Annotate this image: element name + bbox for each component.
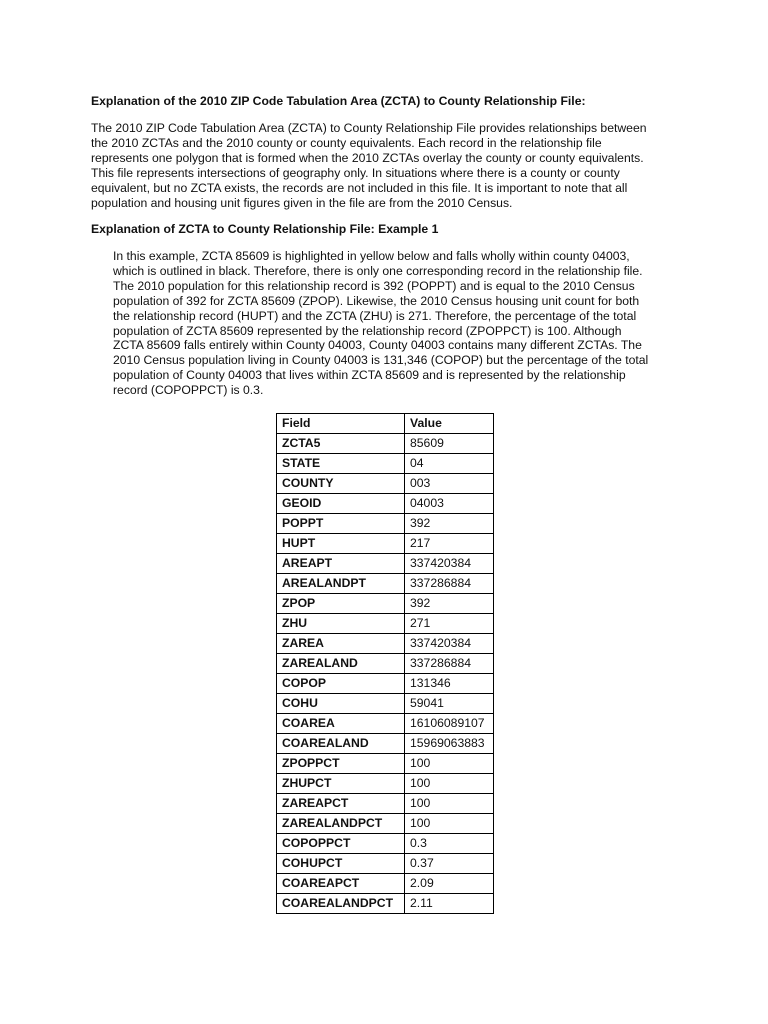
value-cell: 217 bbox=[405, 534, 494, 554]
table-row bbox=[277, 794, 494, 814]
field-column-header: Field bbox=[277, 414, 405, 434]
value-cell: 59041 bbox=[405, 694, 494, 714]
field-cell: ZAREAPCT bbox=[277, 794, 405, 814]
field-cell: COAREAPCT bbox=[277, 874, 405, 894]
field-cell: STATE bbox=[277, 454, 405, 474]
section-heading-example-1: Explanation of ZCTA to County Relationship File: Example 1 bbox=[91, 222, 439, 236]
value-cell: 04003 bbox=[405, 494, 494, 514]
value-cell: 0.37 bbox=[405, 854, 494, 874]
value-cell: 2.09 bbox=[405, 874, 494, 894]
field-cell: COAREALAND bbox=[277, 734, 405, 754]
table-row bbox=[277, 494, 494, 514]
example-paragraph bbox=[113, 249, 693, 398]
table-row bbox=[277, 514, 494, 534]
table-row bbox=[277, 874, 494, 894]
value-cell: 337286884 bbox=[405, 654, 494, 674]
value-cell: 04 bbox=[405, 454, 494, 474]
value-cell: 392 bbox=[405, 594, 494, 614]
table-row bbox=[277, 694, 494, 714]
field-cell: COHU bbox=[277, 694, 405, 714]
table-row bbox=[277, 834, 494, 854]
value-cell: 003 bbox=[405, 474, 494, 494]
intro-paragraph bbox=[91, 121, 691, 210]
value-column-header: Value bbox=[405, 414, 494, 434]
field-cell: ZHU bbox=[277, 614, 405, 634]
field-cell: COAREALANDPCT bbox=[277, 894, 405, 914]
relationship-record-table bbox=[276, 413, 494, 914]
value-cell: 16106089107 bbox=[405, 714, 494, 734]
field-cell: ZAREALAND bbox=[277, 654, 405, 674]
example-line: record (COPOPPCT) is 0.3. bbox=[113, 383, 264, 398]
field-cell: POPPT bbox=[277, 514, 405, 534]
table-row bbox=[277, 554, 494, 574]
value-cell: 100 bbox=[405, 794, 494, 814]
example-line: population of County 04003 that lives within ZCTA 85609 and is represented by the relationship bbox=[113, 368, 626, 383]
field-cell: ZPOP bbox=[277, 594, 405, 614]
example-line: The 2010 population for this relationship record is 392 (POPPT) and is equal to the 2010 Census bbox=[113, 278, 635, 293]
example-line: ZCTA 85609 falls entirely within County 04003, County 04003 contains many different ZCTAs. The bbox=[113, 338, 642, 353]
example-line: population of 392 for ZCTA 85609 (ZPOP). Likewise, the 2010 Census housing unit count for both bbox=[113, 293, 640, 308]
field-cell: AREALANDPT bbox=[277, 574, 405, 594]
field-cell: COUNTY bbox=[277, 474, 405, 494]
value-cell: 100 bbox=[405, 814, 494, 834]
example-line: which is outlined in black. Therefore, there is only one corresponding record in the relationship file. bbox=[113, 263, 643, 278]
intro-line: the 2010 ZCTAs and the 2010 county or county equivalents. Each record in the relationship file bbox=[91, 135, 602, 150]
value-cell: 337420384 bbox=[405, 634, 494, 654]
field-cell: ZAREA bbox=[277, 634, 405, 654]
table-row bbox=[277, 434, 494, 454]
value-cell: 100 bbox=[405, 754, 494, 774]
value-cell: 131346 bbox=[405, 674, 494, 694]
table-row bbox=[277, 594, 494, 614]
table-row bbox=[277, 674, 494, 694]
field-cell: ZHUPCT bbox=[277, 774, 405, 794]
example-line: In this example, ZCTA 85609 is highlighted in yellow below and falls wholly within county 04003, bbox=[113, 249, 630, 263]
intro-line: represents one polygon that is formed when the 2010 ZCTAs overlay the county or county equivalents. bbox=[91, 150, 644, 165]
table-header-row bbox=[277, 414, 494, 434]
example-line: 2010 Census population living in County 04003 is 131,346 (COPOP) but the percentage of the total bbox=[113, 353, 649, 368]
intro-line: This file represents intersections of geography only. In situations where there is a county or county bbox=[91, 165, 620, 180]
field-cell: COPOPPCT bbox=[277, 834, 405, 854]
table-row bbox=[277, 534, 494, 554]
table-row bbox=[277, 814, 494, 834]
intro-line: The 2010 ZIP Code Tabulation Area (ZCTA) to County Relationship File provides relationships between bbox=[91, 121, 647, 135]
field-cell: ZCTA5 bbox=[277, 434, 405, 454]
value-cell: 15969063883 bbox=[405, 734, 494, 754]
field-cell: ZAREALANDPCT bbox=[277, 814, 405, 834]
value-cell: 337420384 bbox=[405, 554, 494, 574]
field-cell: COHUPCT bbox=[277, 854, 405, 874]
table-row bbox=[277, 634, 494, 654]
table-row bbox=[277, 714, 494, 734]
table-row bbox=[277, 734, 494, 754]
intro-line: equivalent, but no ZCTA exists, the records are not included in this file. It is important to note that all bbox=[91, 180, 628, 195]
field-cell: HUPT bbox=[277, 534, 405, 554]
table-row bbox=[277, 474, 494, 494]
table-row bbox=[277, 894, 494, 914]
table-row bbox=[277, 454, 494, 474]
value-cell: 100 bbox=[405, 774, 494, 794]
value-cell: 271 bbox=[405, 614, 494, 634]
value-cell: 337286884 bbox=[405, 574, 494, 594]
table-body bbox=[277, 434, 494, 914]
table-row bbox=[277, 614, 494, 634]
table-row bbox=[277, 774, 494, 794]
table-row bbox=[277, 854, 494, 874]
field-cell: COPOP bbox=[277, 674, 405, 694]
intro-line: population and housing unit figures given in the file are from the 2010 Census. bbox=[91, 195, 513, 210]
field-cell: GEOID bbox=[277, 494, 405, 514]
example-line: population of ZCTA 85609 represented by the relationship record (ZPOPPCT) is 100. Although bbox=[113, 323, 622, 338]
value-cell: 85609 bbox=[405, 434, 494, 454]
value-cell: 392 bbox=[405, 514, 494, 534]
value-cell: 0.3 bbox=[405, 834, 494, 854]
table-row bbox=[277, 574, 494, 594]
value-cell: 2.11 bbox=[405, 894, 494, 914]
section-heading-relationship-file: Explanation of the 2010 ZIP Code Tabulation Area (ZCTA) to County Relationship File: bbox=[91, 94, 586, 108]
field-cell: COAREA bbox=[277, 714, 405, 734]
field-cell: AREAPT bbox=[277, 554, 405, 574]
table-row bbox=[277, 754, 494, 774]
field-cell: ZPOPPCT bbox=[277, 754, 405, 774]
table-row bbox=[277, 654, 494, 674]
example-line: the relationship record (HUPT) and the ZCTA (ZHU) is 271. Therefore, the percentage of the total bbox=[113, 308, 637, 323]
